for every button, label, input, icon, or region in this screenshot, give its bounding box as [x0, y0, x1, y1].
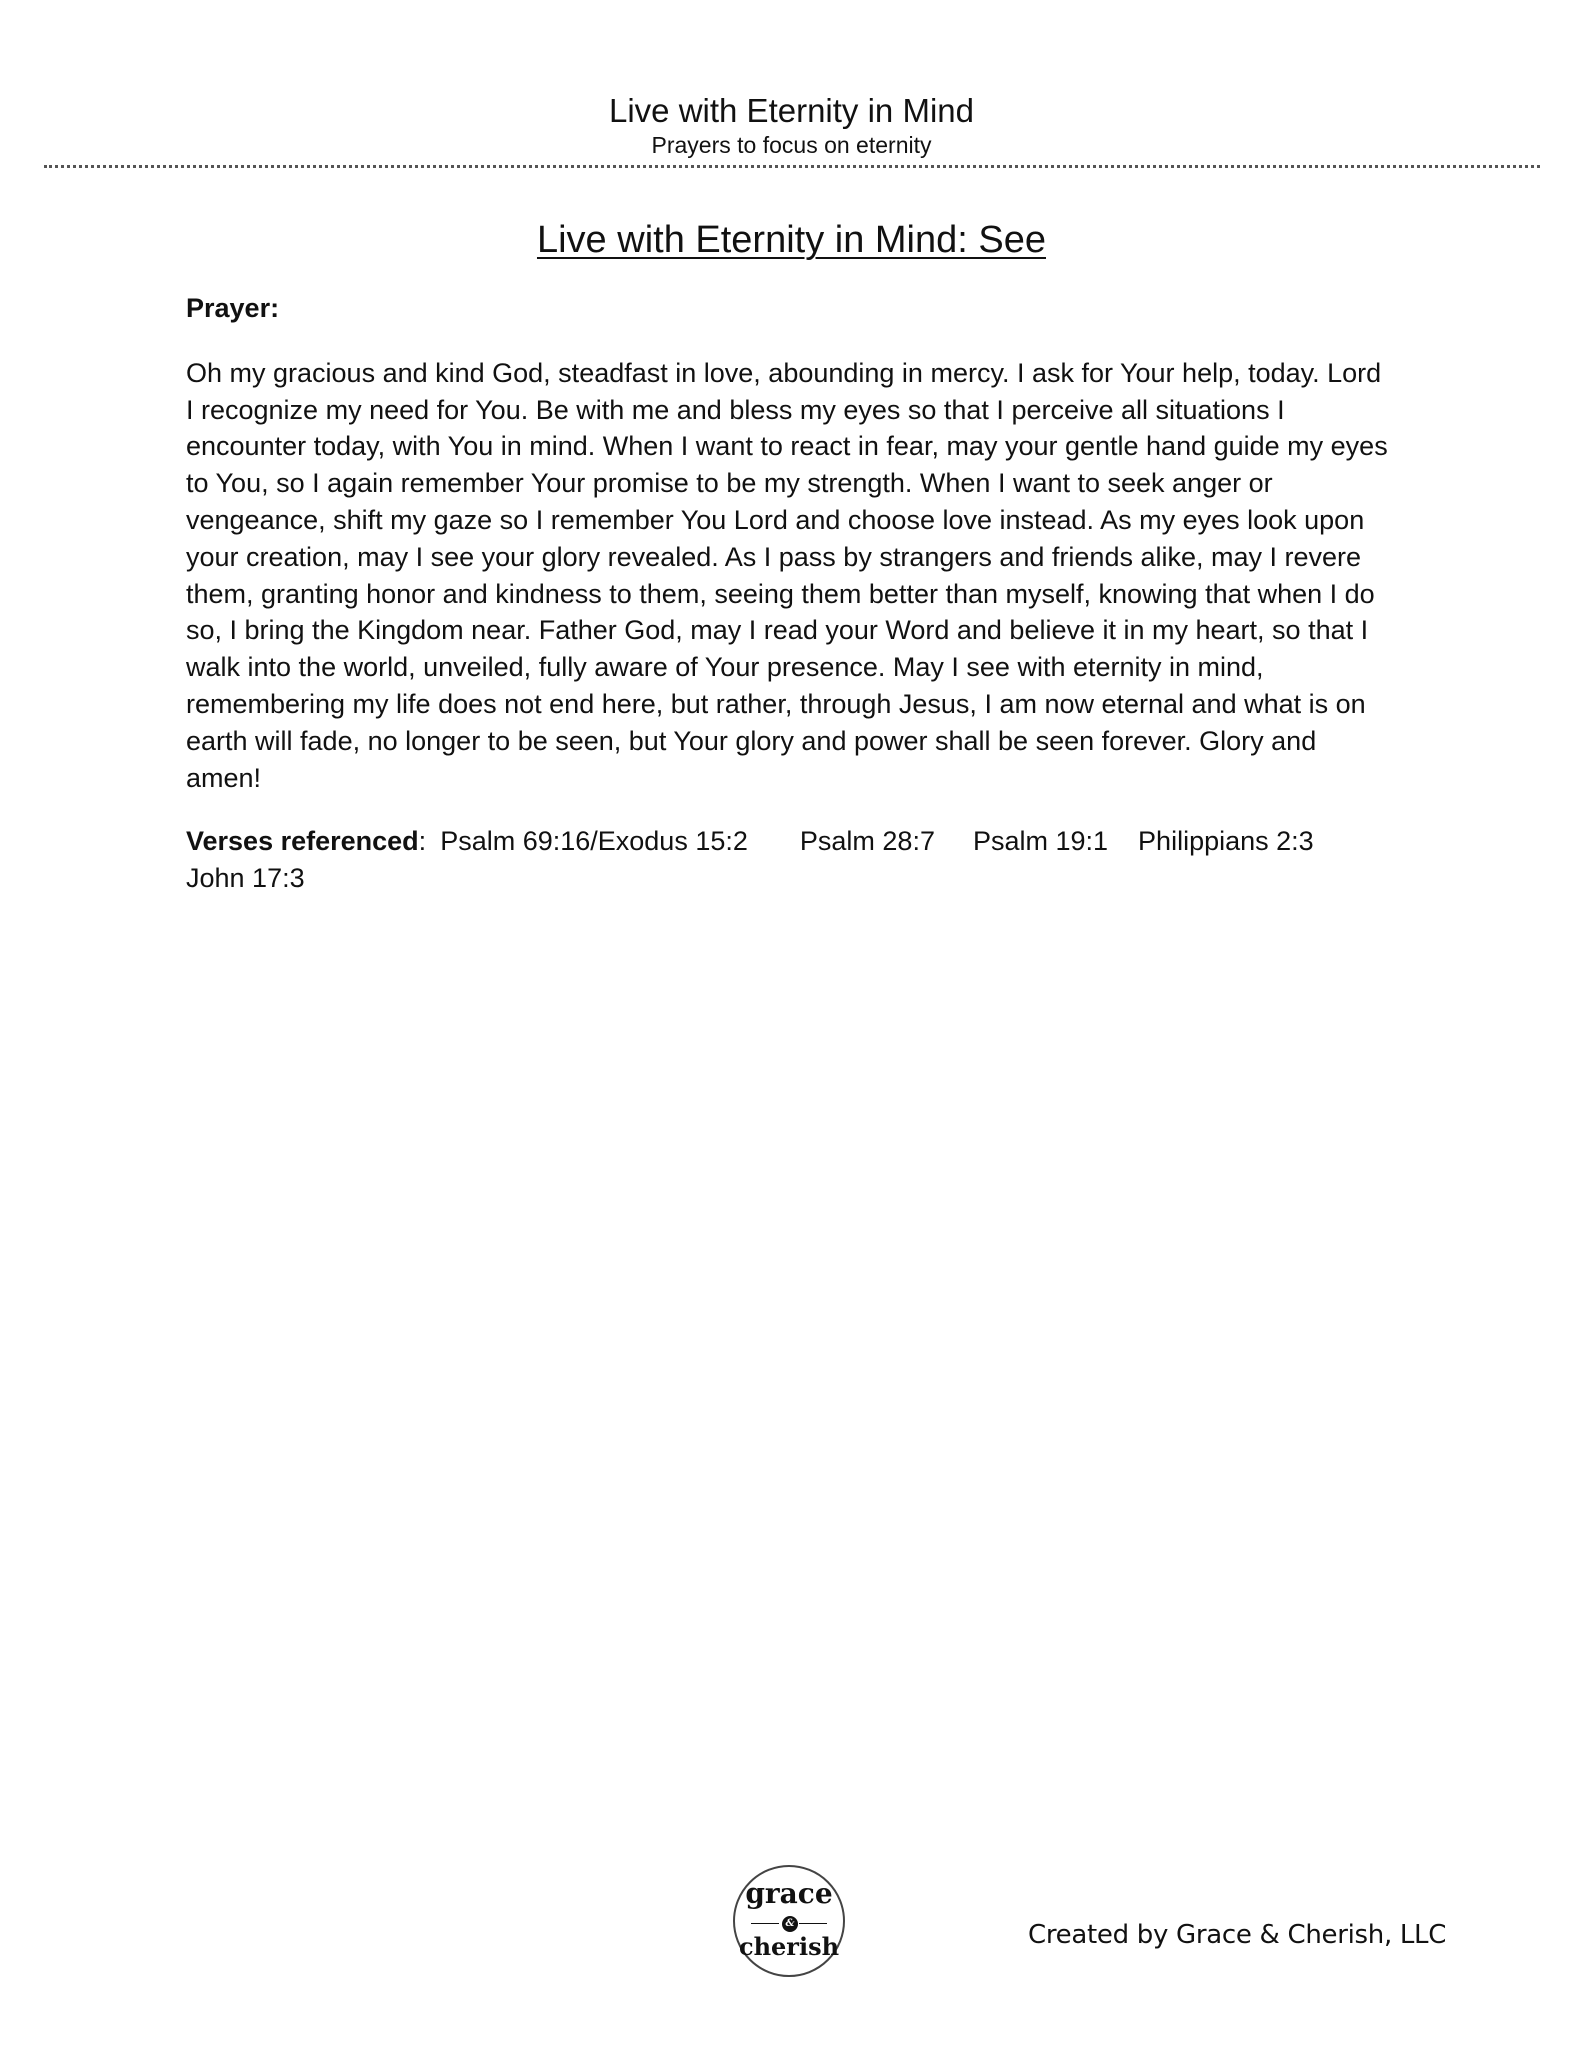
logo-ornament: [735, 1916, 843, 1932]
verse-reference: Psalm 19:1: [972, 826, 1109, 857]
logo-line-right: [799, 1923, 827, 1924]
verse-reference: Psalm 69:16/Exodus 15:2: [440, 826, 748, 857]
page-title: [0, 212, 1583, 268]
prayer-label: Prayer:: [186, 293, 280, 323]
logo-text-top: grace: [745, 1877, 833, 1910]
page-header: [0, 90, 1583, 158]
footer-credit: Created by Grace & Cherish, LLC: [1028, 1920, 1447, 1950]
logo-text-bottom: cherish: [738, 1932, 840, 1961]
page-title-text: Live with Eternity in Mind: See: [536, 219, 1046, 261]
logo-ampersand: &: [782, 1916, 798, 1932]
header-title: Live with Eternity in Mind: [609, 92, 974, 129]
main-content: [186, 290, 1416, 897]
dotted-divider: [44, 165, 1540, 168]
verses-referenced: [186, 823, 1416, 897]
verse-reference: Philippians 2:3: [1138, 826, 1314, 857]
header-subtitle: Prayers to focus on eternity: [651, 132, 932, 158]
prayer-text: Oh my gracious and kind God, steadfast in love, abounding in mercy. I ask for Your help, today. Lord I recognize my need for You. Be with me and bless my eyes so that I perceive all situations I encounter today, with You in mind. When I want to react in fear, may your gentle hand guide my eyes to You, so I again remember Your promise to be my strength. When I want to seek anger or vengeance, shift my gaze so I remember You Lord and choose love instead. As my eyes look upon your creation, may I see your glory revealed. As I pass by strangers and friends alike, may I revere them, granting honor and kindness to them, seeing them better than myself, knowing that when I do so, I bring the Kingdom near. Father God, may I read your Word and believe it in my heart, so that I walk into the world, unveiled, fully aware of Your presence. May I see with eternity in mind, remembering my life does not end here, but rather, through Jesus, I am now eternal and what is on earth will fade, no longer to be seen, but Your glory and power shall be seen forever. Glory and amen!: [186, 357, 1388, 793]
verse-reference: John 17:3: [186, 863, 305, 894]
grace-cherish-logo: [733, 1865, 845, 1977]
verses-separator: :: [418, 826, 427, 857]
verses-label: Verses referenced: [186, 826, 419, 857]
logo-line-left: [751, 1923, 779, 1924]
verse-reference: Psalm 28:7: [799, 826, 935, 857]
